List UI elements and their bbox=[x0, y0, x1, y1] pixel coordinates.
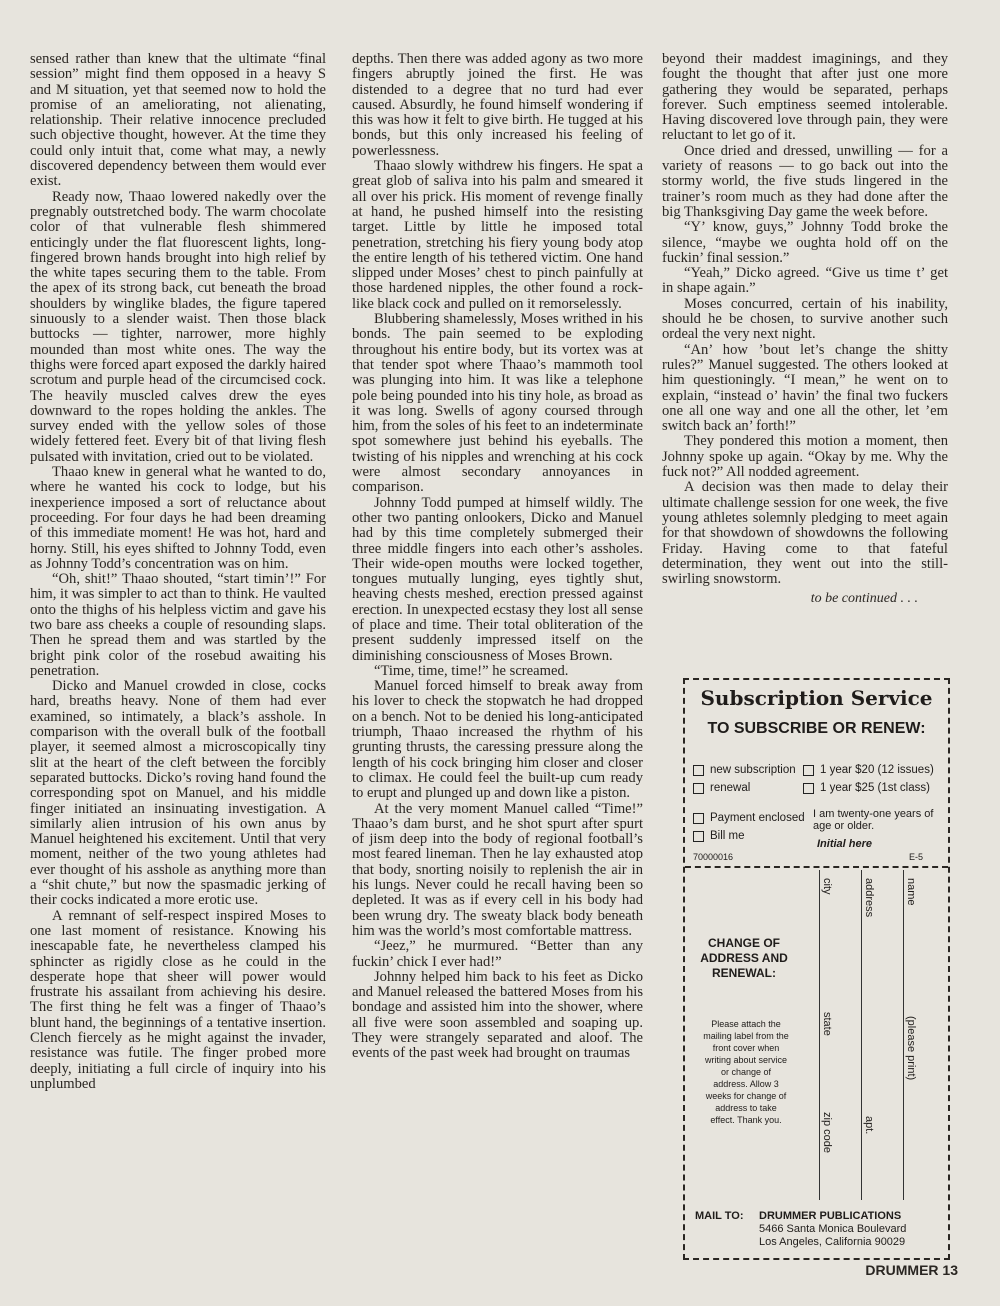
city-state-zip-line bbox=[819, 870, 820, 1200]
paragraph: They pondered this motion a moment, then Johnny spoke up again. “Okay by me. Why the fuck not?” All nodded agreement. bbox=[662, 433, 948, 481]
name-line bbox=[903, 870, 904, 1200]
paragraph: Moses concurred, certain of his inability, should he be chosen, to survive another such ordeal the very next night. bbox=[662, 295, 948, 343]
page-folio: DRUMMER 13 bbox=[865, 1262, 958, 1278]
field-state[interactable]: state bbox=[821, 1012, 833, 1036]
field-name[interactable]: name bbox=[905, 878, 917, 906]
change-of-address-note: Please attach the mailing label from the front cover when writing about service or change of address. Allow 3 weeks for change of address to take effect. Thank you. bbox=[703, 1019, 789, 1125]
option-renewal[interactable]: renewal bbox=[693, 782, 750, 794]
checkbox[interactable] bbox=[693, 831, 704, 842]
paragraph: At the very moment Manuel called “Time!” Thaao’s dam burst, and he shot spurt after spurt of jism deep into the body of regional football’s most feared lineman. Then he lay exhausted atop that body, snorting noisily to replenish the air in his lungs. Never could he recall having been so depleted. It was as if every cell in his body had been wrung dry. The sweaty black body beneath him was the world’s most comfortable mattress. bbox=[352, 800, 643, 939]
checkbox[interactable] bbox=[693, 813, 704, 824]
paragraph: Thaao slowly withdrew his fingers. He spat a great glob of saliva into his palm and smeared it all over his prick. His moment of revenge finally at hand, he pushed himself into the resisting target. Little by little he imposed total penetration, stretching his fiery young body atop the entire length of his tethered victim. One hand slipped under Moses’ chest to pinch painfully at those hardened nipples, the other found a rock-like black cock and pulled on it remorselessly. bbox=[352, 158, 643, 312]
paragraph: Manuel forced himself to break away from his lover to check the stopwatch he had dropped on a bench. Not to be denied his long-anticipated triumph, Thaao increased the rhythm of his grunting thrusts, the caressing pressure along the length of his cock bringing him closer and closer to climax. He could feel the built-up cum ready to erupt and plunged up and down like a piston. bbox=[352, 678, 643, 802]
paragraph: Dicko and Manuel crowded in close, cocks hard, breaths heavy. None of them had ever examined, so intimately, a black’s asshole. In comparison with the overall bulk of the football player, it seemed almost a microscopically tiny slit at the heart of the cleft between the forcibly separated buttocks. Dicko’s roving hand found the corresponding spot on Manuel, and his middle finger initiated an insinuating investigation. A similarly alien intrusion of his own anus by Manuel heightened his excitement. Until that very moment, neither of the two young athletes had ever thought of his asshole as anything more than a “shit chute,” but now the spasmadic jerking of their cocks indicated a more erotic use. bbox=[30, 678, 326, 909]
paragraph: Blubbering shamelessly, Moses writhed in his bonds. The pain seemed to be exploding throughout his entire body, but its vortex was at that tender spot where Thaao’s mammoth tool was plunging into him. It was like a telephone pole being pounded into his tiny hole, as broad as it was long. Swells of agony coursed through him, from the soles of his feet to an indeterminate spot somewhere just behind his eyeballs. The twisting of his nipples and wrenching at his cock were almost secondary annoyances in comparison. bbox=[352, 311, 643, 496]
paragraph: Thaao knew in general what he wanted to do, where he wanted his cock to lodge, but his inexperience imposed a sort of reluctance about proceeding. For four days he had been dreaming of this immediate moment! He was hot, hard and horny. Still, his eyes shifted to Johnny Todd, even as Johnny Todd’s concentration was on him. bbox=[30, 464, 326, 572]
subscription-form bbox=[683, 678, 950, 1260]
paragraph: Ready now, Thaao lowered nakedly over the pregnably outstretched body. The warm chocolate color of that vulnerable flesh shimmered enticingly under the flat fluorescent lights, long-fingered brown hands brought into high relief by the white tapes securing them to the table. From the apex of its strong back, cut beneath the broad shoulders by winglike blades, the figure tapered sinuously to a slender waist. Then those black buttocks — tighter, narrower, more highly mounded than most white ones. The way the thighs were forced apart exposed the darkly haired scrotum and purple head of the circumcised cock. The heavily muscled calves drew the eyes downward to the ropes holding the ankles. The survey ended with the yellow soles of those widely fettered feet. Every bit of that living flesh pulsated with invitation, cried out to be violated. bbox=[30, 188, 326, 465]
paragraph: “Jeez,” he murmured. “Better than any fuckin’ chick I ever had!” bbox=[352, 938, 643, 970]
paragraph: Johnny helped him back to his feet as Dicko and Manuel released the battered Moses from his bondage and assisted him into the shower, where all five were soon assembled and soaping up. They were strangely separated and aloof. The events of the past week had brought on traumas bbox=[352, 968, 643, 1062]
paragraph: Johnny Todd pumped at himself wildly. The other two panting onlookers, Dicko and Manuel had by this time completely submerged their three middle fingers into each other’s assholes. Their wide-open mouths were locked together, tongues mutually lunging, eyes tightly shut, heaving chests meshed, erection pressed against erection. In unexpected ecstasy they lost all sense of place and time. Their total obliteration of the present suddenly impressed itself on the diminishing consciousness of Moses Brown. bbox=[352, 494, 643, 664]
article-column-3 bbox=[662, 52, 948, 607]
paragraph: “Yeah,” Dicko agreed. “Give us time t’ get in shape again.” bbox=[662, 265, 948, 297]
paragraph: “Time, time, time!” he screamed. bbox=[374, 662, 569, 679]
field-print-note: (please print) bbox=[905, 1016, 917, 1081]
mail-to-label: MAIL TO: bbox=[695, 1210, 744, 1222]
paragraph: “Y’ know, guys,” Johnny Todd broke the silence, “maybe we oughta hold off on the fuckin’ final session.” bbox=[662, 219, 948, 266]
option-new-subscription[interactable]: new subscription bbox=[693, 764, 796, 776]
paragraph: sensed rather than knew that the ultimate “final session” might find them opposed in a heavy S and M situation, yet that seemed now to hold the promise of an ameliorating, not alienating, relationship. Their relative innocence precluded such objective thought, however. At the time they could only intuit that, come what may, a newly discovered dependency between them would ever exist. bbox=[30, 51, 326, 190]
subscription-subtitle: TO SUBSCRIBE OR RENEW: bbox=[707, 720, 926, 737]
checkbox[interactable] bbox=[693, 765, 704, 776]
paragraph: Once dried and dressed, unwilling — for a variety of reasons — to go back out into the stormy world, the five studs lingered in the trainer’s room much as they had done after the big Thanksgiving Day game the week before. bbox=[662, 142, 948, 220]
address-line bbox=[861, 870, 862, 1200]
option-bill-me[interactable]: Bill me bbox=[693, 830, 745, 842]
paragraph: A remnant of self-respect inspired Moses to one last moment of resistance. Knowing his inescapable fate, he nevertheless clamped his sphincter as rigidly close as he could in the desperate hope that sheer will power would frustrate his assailant from achieving his desire. The first thing he felt was a finger of Thaao’s blunt hand, the beginnings of a tentative insertion. Clench fiercely as he might against the invader, resistance was futile. The finger probed more deeply, initiating a full circle of inquiry into his unplumbed bbox=[30, 907, 326, 1092]
mail-to-address: DRUMMER PUBLICATIONS 5466 Santa Monica Boulevard Los Angeles, California 90029 bbox=[759, 1210, 907, 1248]
checkbox[interactable] bbox=[803, 765, 814, 776]
divider bbox=[685, 866, 948, 868]
change-of-address-title: CHANGE OF ADDRESS AND RENEWAL: bbox=[700, 936, 788, 980]
edition-code: E-5 bbox=[909, 852, 924, 862]
paragraph: beyond their maddest imaginings, and they fought the thought that after just one more gathering they would be separated, perhaps forever. Such emptiness seemed intolerable. Having discovered love through pain, they were reluctant to let go of it. bbox=[662, 51, 948, 144]
to-be-continued: to be continued . . . bbox=[810, 591, 918, 607]
field-apt[interactable]: apt. bbox=[863, 1116, 875, 1135]
checkbox[interactable] bbox=[803, 783, 814, 794]
paragraph: “Oh, shit!” Thaao shouted, “start timin’!” For him, it was simpler to act than to think. He vaulted onto the thighs of his helpless victim and gave his two bare ass cheeks a couple of resounding slaps. Then he spread them and was startled by the bright pink color of the rosebud awaiting his penetration. bbox=[30, 571, 326, 679]
paragraph: A decision was then made to delay their ultimate challenge session for one week, the five young athletes solemnly pledging to meet again for that showdown of showdowns the following Friday. Having come to that fateful determination, they went out into the still-swirling snowstorm. bbox=[662, 479, 948, 588]
option-1yr-25[interactable]: 1 year $25 (1st class) bbox=[803, 782, 930, 794]
form-code: 70000016 bbox=[693, 852, 734, 862]
option-1yr-20[interactable]: 1 year $20 (12 issues) bbox=[803, 764, 934, 776]
subscription-title: Subscription Service bbox=[700, 686, 933, 710]
initial-here-label: Initial here bbox=[817, 838, 873, 850]
field-city[interactable]: city bbox=[821, 878, 833, 895]
checkbox[interactable] bbox=[693, 783, 704, 794]
paragraph: depths. Then there was added agony as two more fingers abruptly joined the first. He was distended to a degree that no turd had ever caused. Absurdly, he found himself wondering if this was how it felt to give birth. He tugged at his bonds, but this only increased his feeling of powerlessness. bbox=[352, 51, 643, 159]
option-payment-enclosed[interactable]: Payment enclosed bbox=[693, 812, 805, 824]
field-address[interactable]: address bbox=[863, 878, 875, 918]
field-zip[interactable]: zip code bbox=[821, 1112, 833, 1153]
age-statement: I am twenty-one years of age or older. bbox=[813, 808, 934, 832]
article-column-2 bbox=[352, 52, 643, 1062]
paragraph: “An’ how ’bout let’s change the shitty rules?” Manuel suggested. The others looked at him questioningly. “I mean,” he went on to explain, “instead o’ havin’ the final two fuckers one all one way and one all the other, let ’em switch back an’ forth!” bbox=[662, 341, 948, 435]
article-column-1 bbox=[30, 52, 326, 1092]
